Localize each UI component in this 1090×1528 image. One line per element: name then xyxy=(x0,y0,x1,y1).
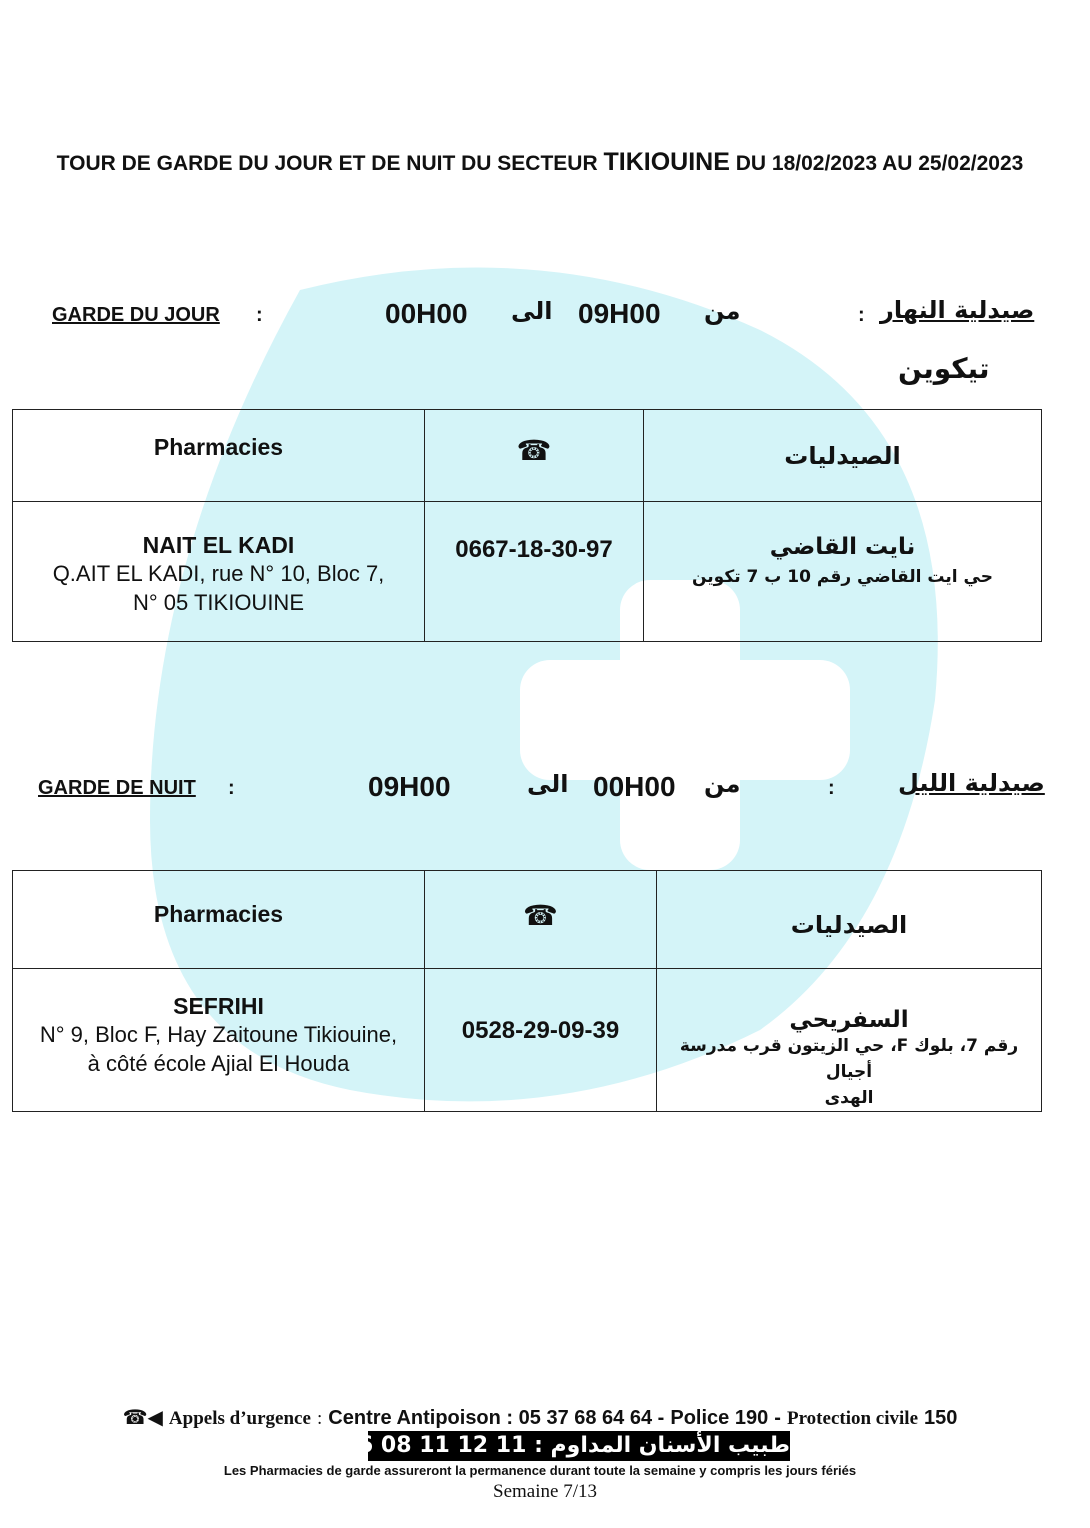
pharmacy-address-ar-line2: الهدى xyxy=(824,1088,874,1108)
pharmacy-address-line2: à côté école Ajial El Houda xyxy=(87,1051,350,1076)
night-arabic-label: صيدلية الليل xyxy=(898,769,1045,797)
telephone-icon: ☎◀ xyxy=(122,1405,163,1429)
antipoison-number: Centre Antipoison : 05 37 68 64 64 - xyxy=(328,1407,665,1429)
night-to-word: الى xyxy=(527,770,569,798)
emergency-colon: : xyxy=(316,1408,323,1429)
pharmacy-ar-cell xyxy=(644,502,1042,642)
table-row xyxy=(13,502,1042,642)
pharmacy-name-ar: نايت القاضي xyxy=(769,534,916,560)
pharmacy-address-line2: N° 05 TIKIOUINE xyxy=(133,590,304,615)
dentist-on-call-banner: طبيب الأسنان المداوم : 11 12 11 08 06 xyxy=(368,1431,790,1461)
separator: - xyxy=(774,1407,781,1429)
header-pharmacies: Pharmacies xyxy=(13,410,425,502)
emergency-calls-line xyxy=(0,1405,1080,1430)
night-label: GARDE DE NUIT xyxy=(38,777,196,799)
title-prefix: TOUR DE GARDE DU JOUR ET DE NUIT DU SECTEUR xyxy=(56,152,598,175)
night-colon: : xyxy=(228,777,235,799)
pharmacy-name-ar: السفريحي xyxy=(789,1007,909,1033)
night-ar-colon: : xyxy=(828,777,835,799)
table-header-row xyxy=(13,410,1042,502)
night-to-time: 09H00 xyxy=(368,771,451,802)
pharmacy-phone: 0528-29-09-39 xyxy=(425,969,657,1112)
police-number: Police 190 xyxy=(670,1407,769,1429)
day-colon: : xyxy=(256,304,263,326)
header-pharmacies-ar: الصيدليات xyxy=(644,410,1042,502)
pharmacy-address-ar-line1: رقم 7، بلوك F، حي الزيتون قرب مدرسة أجيال xyxy=(679,1036,1019,1082)
week-number: Semaine 7/13 xyxy=(493,1481,597,1502)
night-from-time: 00H00 xyxy=(593,771,676,802)
night-pharmacy-table xyxy=(12,870,1042,1112)
page-title xyxy=(0,148,1080,177)
pharmacy-address-line1: N° 9, Bloc F, Hay Zaitoune Tikiouine, xyxy=(39,1022,398,1047)
telephone-icon: ☎ xyxy=(516,434,552,467)
header-pharmacies-ar: الصيدليات xyxy=(657,871,1042,969)
header-pharmacies: Pharmacies xyxy=(13,871,425,969)
pharmacy-fr-cell xyxy=(13,969,425,1112)
day-to-word: الى xyxy=(511,297,553,325)
telephone-icon: ☎ xyxy=(523,899,558,932)
emergency-label: Appels d’urgence xyxy=(168,1408,311,1429)
pharmacy-name: NAIT EL KADI xyxy=(142,532,295,558)
day-label: GARDE DU JOUR xyxy=(52,304,220,326)
table-row xyxy=(13,969,1042,1112)
pharmacy-name: SEFRIHI xyxy=(173,993,264,1019)
pharmacy-address-ar: حي ايت القاضي رقم 10 ب 7 تكوين xyxy=(691,567,993,587)
civil-protection-label: Protection civile xyxy=(786,1408,918,1429)
day-from-time: 09H00 xyxy=(578,298,661,329)
day-ar-colon: : xyxy=(858,304,865,326)
night-from-word: من xyxy=(704,770,741,798)
pharmacy-phone: 0667-18-30-97 xyxy=(425,502,644,642)
pharmacy-address-line1: Q.AIT EL KADI, rue N° 10, Bloc 7, xyxy=(52,561,385,586)
sector-name: TIKIOUINE xyxy=(603,148,730,176)
day-from-word: من xyxy=(704,297,741,325)
table-header-row xyxy=(13,871,1042,969)
header-phone xyxy=(425,871,657,969)
city-arabic: تيكوين xyxy=(898,352,990,385)
civil-protection-number: 150 xyxy=(924,1407,958,1429)
pharmacy-ar-cell xyxy=(657,969,1042,1112)
pharmacy-fr-cell xyxy=(13,502,425,642)
day-pharmacy-table xyxy=(12,409,1042,642)
footer-note: Les Pharmacies de garde assureront la permanence durant toute la semaine y compris les jours fériés xyxy=(223,1463,857,1478)
header-phone xyxy=(425,410,644,502)
day-arabic-label: صيدلية النهار xyxy=(880,296,1035,324)
day-to-time: 00H00 xyxy=(385,298,468,329)
title-period: DU 18/02/2023 AU 25/02/2023 xyxy=(735,152,1024,175)
